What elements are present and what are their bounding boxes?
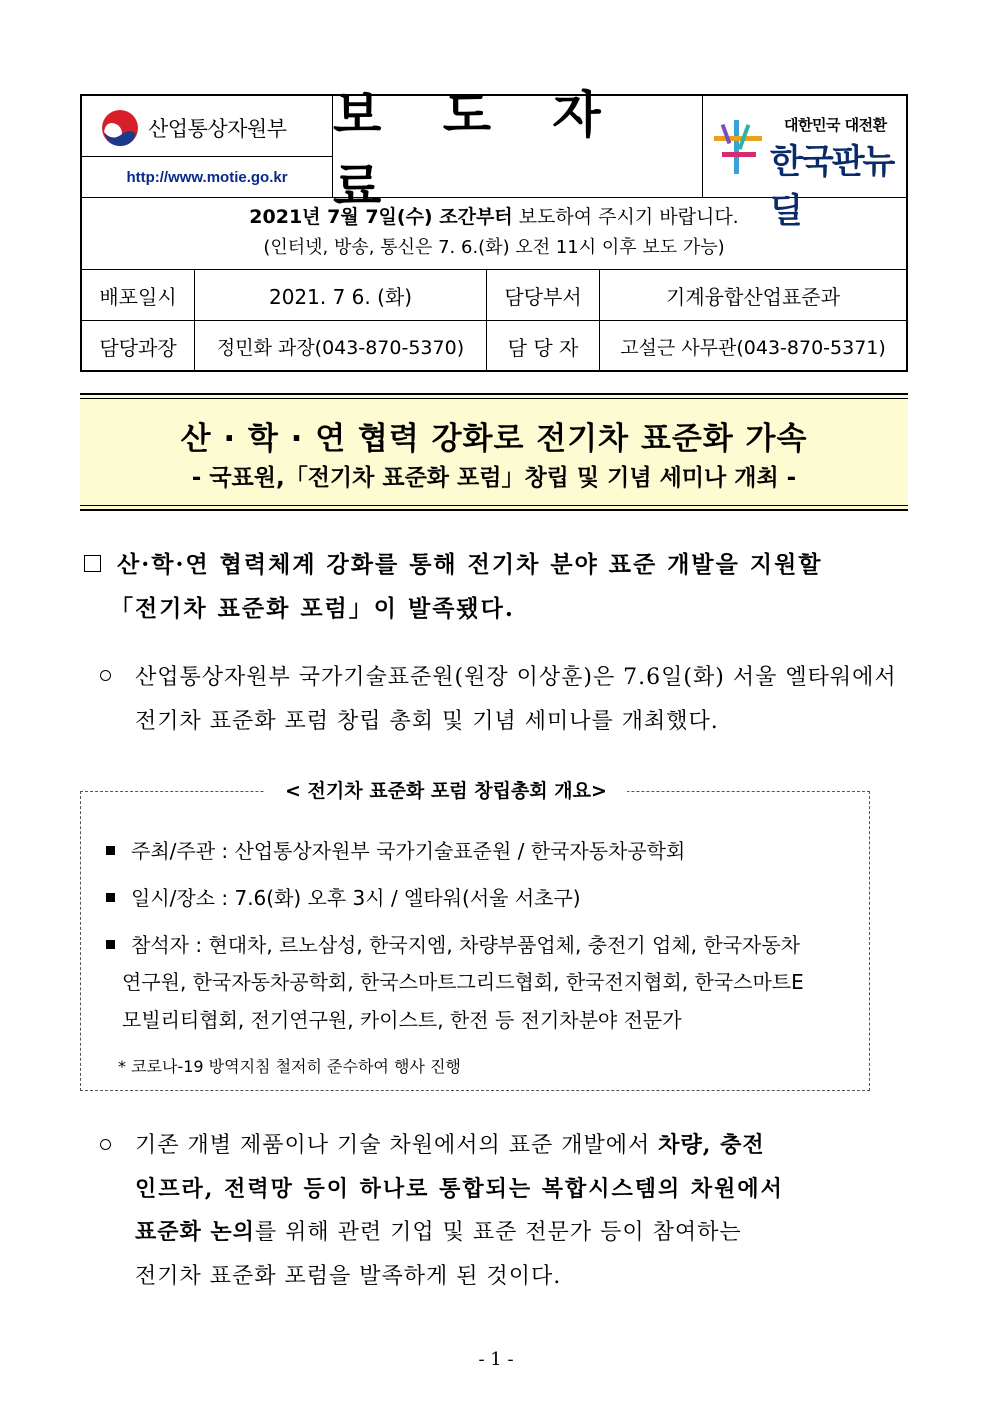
paragraph-2-line-4: 전기차 표준화 포럼을 발족하게 된 것이다. [135,1264,562,1289]
press-release-title: 보 도 자 료 [333,85,623,216]
new-deal-mark-icon [712,118,764,176]
contact-label: 담 당 자 [507,335,579,360]
overview-item-attendees [106,929,800,958]
headline-subtitle: - 국표원,「전기차 표준화 포럼」창립 및 기념 세미나 개최 - [191,465,797,491]
embargo-notice [82,202,906,229]
overview-item-attendees-line-1: 참석자 : 현대차, 르노삼성, 한국지엠, 차량부품업체, 충전기 업체, 한국자동차 [131,933,800,957]
checkbox-icon [84,555,101,572]
brand-name: 한국판뉴딜 [770,142,894,231]
headline-title: 산 · 학 · 연 협력 강화로 전기차 표준화 가속 [180,421,808,457]
paragraph-2-line-2: 인프라, 전력망 등이 하나로 통합되는 복합시스템의 차원에서 [135,1176,784,1202]
headline-box [80,393,908,511]
square-bullet-icon [106,893,115,902]
paragraph-2-line-1 [135,1128,765,1159]
ministry-url-link[interactable]: http://www.motie.go.kr [126,168,288,186]
ministry-logo [100,108,330,148]
embargo-note: (인터넷, 방송, 통신은 7. 6.(화) 오전 11시 이후 보도 가능) [263,237,725,258]
overview-box-title: < 전기차 표준화 포럼 창립총회 개요> [265,776,627,803]
circle-bullet-icon [100,670,111,681]
embargo-text: 보도하여 주시기 바랍니다. [512,206,739,228]
paragraph-2-line-3-text: 를 위해 관련 기업 및 표준 전문가 등이 참여하는 [254,1220,742,1245]
overview-item-attendees-line-3: 모빌리티협회, 전기연구원, 카이스트, 한전 등 전기차분야 전문가 [122,1008,682,1032]
contact-value: 고설근 사무관(043-870-5371) [620,336,886,359]
paragraph-2-line-1-text: 기존 개별 제품이나 기술 차원에서의 표준 개발에서 [135,1133,659,1158]
covid-note: * 코로나-19 방역지침 철저히 준수하여 행사 진행 [118,1057,461,1076]
manager-label: 담당과장 [99,335,177,360]
brand-slogan: 대한민국 대전환 [784,116,887,134]
press-release-header [80,85,908,372]
circle-bullet-icon [100,1139,111,1150]
lead-line-2: 「전기차 표준화 포럼」이 발족됐다. [110,595,515,622]
overview-item-datetime [106,882,581,911]
paragraph-2-line-1-bold: 차량, 충전 [658,1132,765,1158]
overview-item-datetime-text: 일시/장소 : 7.6(화) 오후 3시 / 엘타워(서울 서초구) [131,886,581,910]
manager-value: 정민화 과장(043-870-5370) [216,336,465,359]
paragraph-1-line-2: 전기차 표준화 포럼 창립 총회 및 기념 세미나를 개최했다. [135,709,719,734]
paragraph-1-line-1: 산업통상자원부 국가기술표준원(원장 이상훈)은 7.6일(화) 서울 엘타워에서 [135,665,897,690]
lead-line-1: 산·학·연 협력체계 강화를 통해 전기차 분야 표준 개발을 지원할 [117,551,823,578]
taegeuk-emblem-icon [100,108,140,148]
release-date-label: 배포일시 [99,284,177,309]
overview-item-host [106,835,685,864]
ministry-name: 산업통상자원부 [148,117,287,141]
embargo-date: 2021년 7월 7일(수) 조간부터 [249,206,513,228]
paragraph-2-line-3-bold: 표준화 논의 [135,1219,255,1245]
square-bullet-icon [106,940,115,949]
overview-item-host-text: 주최/주관 : 산업통상자원부 국가기술표준원 / 한국자동차공학회 [131,839,686,863]
page-number: - 1 - [478,1349,514,1370]
department-label: 담당부서 [504,284,582,309]
release-date-value: 2021. 7 6. (화) [268,284,413,309]
department-value: 기계융합산업표준과 [666,284,840,309]
square-bullet-icon [106,846,115,855]
paragraph-2-line-3 [135,1215,742,1246]
overview-item-attendees-line-2: 연구원, 한국자동차공학회, 한국스마트그리드협회, 한국전지협회, 한국스마트E [122,970,804,994]
korean-new-deal-logo [708,110,904,231]
